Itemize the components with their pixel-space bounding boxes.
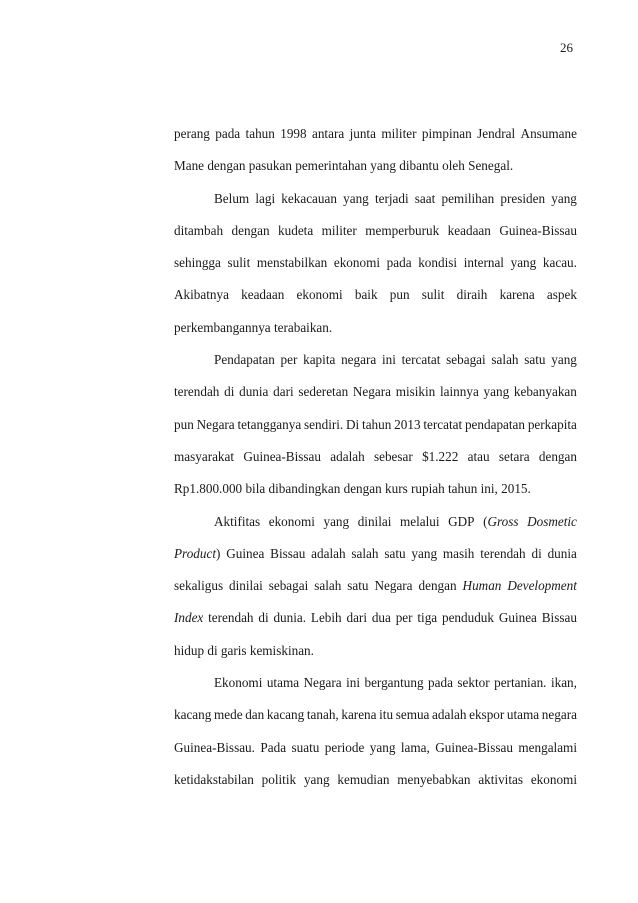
word: ekspor	[469, 707, 505, 723]
word: pun	[389, 287, 410, 303]
word: lama,	[400, 739, 430, 755]
word: pada	[386, 255, 412, 271]
word: Guinea-Bissau	[499, 222, 577, 238]
word: sulit	[227, 255, 251, 271]
word: rupiah	[411, 481, 445, 497]
word: 2015.	[501, 481, 531, 497]
word: mede	[213, 707, 243, 723]
word: bila	[245, 481, 266, 497]
word: adalah	[330, 448, 365, 464]
word: tanah,	[306, 707, 339, 723]
word: menyebabkan	[397, 771, 471, 787]
word: per	[395, 610, 413, 626]
word: di	[531, 545, 542, 561]
word: yang	[411, 545, 438, 561]
text-line	[174, 150, 577, 182]
word: militer	[321, 222, 357, 238]
word: tetangganya	[237, 416, 302, 432]
word: adalah	[311, 545, 346, 561]
word: kondisi	[418, 255, 458, 271]
word: pendapatan	[464, 416, 525, 432]
word: pemerintahan	[295, 158, 367, 174]
word: sebagai	[446, 352, 486, 368]
word: yang	[483, 384, 510, 400]
word: keadaan	[241, 287, 285, 303]
word: yang	[551, 190, 577, 206]
paragraph	[174, 344, 577, 505]
word: di	[224, 384, 235, 400]
word: sebagai	[268, 578, 309, 594]
word: negara	[341, 352, 377, 368]
word: kapita	[303, 352, 336, 368]
word: suatu	[291, 739, 320, 755]
word: ini	[346, 675, 360, 691]
word: Lebih	[310, 610, 342, 626]
word: Negara	[352, 384, 391, 400]
word: ekonomi	[268, 513, 315, 529]
word: yang	[551, 352, 577, 368]
word: semua	[395, 707, 430, 723]
word: $1.222	[422, 448, 459, 464]
word: pun	[174, 416, 194, 432]
word: sektor	[457, 675, 490, 691]
word: negara	[541, 707, 577, 723]
word: pemilihan	[441, 190, 495, 206]
word: tercatat	[401, 352, 441, 368]
word: di	[207, 642, 218, 658]
word: perkapita	[527, 416, 577, 432]
paragraph	[174, 506, 577, 667]
word: Guinea	[226, 545, 265, 561]
word: Aktifitas	[214, 513, 261, 529]
text-line	[174, 538, 577, 570]
paragraph	[174, 667, 577, 796]
word: menstabilkan	[256, 255, 328, 271]
word: sendiri.	[304, 416, 344, 432]
word: ikan,	[550, 675, 577, 691]
word: pada	[215, 126, 241, 141]
word: dan	[245, 707, 265, 723]
word: salah	[491, 352, 519, 368]
word: Guinea-Bissau	[243, 448, 321, 464]
word: dunia.	[273, 610, 307, 626]
word: Negara	[303, 675, 342, 691]
word: perang	[174, 126, 210, 141]
word: kurs	[385, 481, 408, 497]
word: adalah	[432, 707, 467, 723]
word: Development	[507, 578, 577, 594]
word: kacang	[266, 707, 305, 723]
word: bergantung	[364, 675, 424, 691]
word: dinilai	[229, 578, 263, 594]
word: salah	[314, 578, 342, 594]
text-line	[174, 699, 577, 731]
word: Rp1.800.000	[174, 481, 243, 497]
word: itu	[379, 707, 394, 723]
word: Belum	[214, 190, 250, 206]
word: kacang	[174, 707, 212, 723]
word: yang	[323, 513, 350, 529]
text-line	[174, 247, 577, 279]
word: masyarakat	[174, 448, 235, 464]
paragraph	[174, 183, 577, 344]
word: Senegal.	[468, 158, 514, 174]
word: dengan	[343, 481, 382, 497]
word: pimpinan	[421, 126, 472, 141]
word: sederetan	[298, 384, 349, 400]
page-number: 26	[560, 40, 573, 55]
word: memperburuk	[365, 222, 440, 238]
word: dengan	[538, 448, 577, 464]
word: utama	[266, 675, 300, 691]
word: misikin	[395, 384, 436, 400]
word: pertanian.	[494, 675, 547, 691]
word: Bissau	[541, 610, 577, 626]
word: dunia	[547, 545, 577, 561]
word: Negara	[196, 416, 235, 432]
word: salah	[351, 545, 379, 561]
word: atau	[467, 448, 490, 464]
word: baik	[354, 287, 378, 303]
word: saat	[414, 190, 436, 206]
word: (Gross	[483, 513, 519, 529]
text-line	[174, 570, 577, 602]
text-line	[174, 732, 577, 764]
word: dengan	[231, 222, 270, 238]
text-line	[174, 118, 577, 150]
word: melalui	[399, 513, 440, 529]
word: yang	[370, 158, 396, 174]
word: Human	[462, 578, 502, 594]
word: dengan	[207, 158, 246, 174]
word: sekaligus	[174, 578, 224, 594]
word: dua	[371, 610, 391, 626]
word: militer	[381, 126, 417, 141]
word: dinilai	[357, 513, 392, 529]
word: Pada	[260, 739, 287, 755]
word: Guinea	[498, 610, 537, 626]
word: satu	[347, 578, 369, 594]
word: terabaikan.	[273, 319, 333, 335]
text-line	[174, 667, 577, 699]
word: terendah	[174, 384, 220, 400]
word: sulit	[421, 287, 445, 303]
word: garis	[220, 642, 247, 658]
word: dibantu	[399, 158, 439, 174]
word: ketidakstabilan	[174, 771, 254, 787]
word: setara	[498, 448, 530, 464]
word: kekacauan	[281, 190, 337, 206]
word: per	[280, 352, 298, 368]
word: Dosmetic	[527, 513, 577, 529]
word: hidup	[174, 642, 205, 658]
word: junta	[349, 126, 376, 141]
word: perkembangannya	[174, 319, 271, 335]
word: sebesar	[373, 448, 413, 464]
text-line	[174, 764, 577, 796]
word: tahun	[448, 481, 478, 497]
word: pasukan	[248, 158, 292, 174]
word: Negara	[374, 578, 413, 594]
word: Product)	[174, 545, 221, 561]
text-line	[174, 602, 577, 634]
word: terendah	[480, 545, 526, 561]
word: ekonomi	[333, 255, 381, 271]
word: Di	[346, 416, 360, 432]
word: Pendapatan	[214, 352, 275, 368]
text-line	[174, 215, 577, 247]
word: Mane	[174, 158, 205, 174]
word: kudeta	[278, 222, 314, 238]
word: kebanyakan	[513, 384, 577, 400]
paragraph	[174, 118, 577, 183]
word: keadaan	[447, 222, 491, 238]
word: Guinea-Bissau.	[174, 739, 255, 755]
word: pada	[428, 675, 453, 691]
word: terendah	[208, 610, 254, 626]
word: kemudian	[337, 771, 390, 787]
word: sehingga	[174, 255, 221, 271]
word: dibandingkan	[268, 481, 341, 497]
word: presiden	[500, 190, 546, 206]
text-line	[174, 441, 577, 473]
word: aktivitas	[478, 771, 523, 787]
word: ditambah	[174, 222, 224, 238]
word: tahun	[245, 126, 275, 141]
word: lagi	[255, 190, 276, 206]
word: karena	[499, 287, 535, 303]
word: kemiskinan.	[249, 642, 314, 658]
word: terjadi	[374, 190, 409, 206]
text-line	[174, 344, 577, 376]
word: mengalami	[518, 739, 577, 755]
word: ini,	[480, 481, 498, 497]
word: 2013	[394, 416, 421, 432]
word: dari	[346, 610, 367, 626]
word: dengan	[418, 578, 457, 594]
text-line	[174, 376, 577, 408]
word: politik	[261, 771, 297, 787]
word: dunia	[239, 384, 269, 400]
word: lainnya	[439, 384, 479, 400]
word: ini	[381, 352, 396, 368]
word: 1998	[280, 126, 307, 141]
text-line	[174, 312, 577, 344]
text-line	[174, 183, 577, 215]
text-line	[174, 279, 577, 311]
word: oleh	[442, 158, 465, 174]
word: satu	[384, 545, 406, 561]
word: tiga	[417, 610, 438, 626]
word: karena	[341, 707, 377, 723]
text-line	[174, 506, 577, 538]
word: internal	[463, 255, 504, 271]
word: Guinea-Bissau	[435, 739, 513, 755]
word: Bissau	[270, 545, 306, 561]
word: Ansumane	[520, 126, 577, 141]
word: diraih	[456, 287, 488, 303]
word: antara	[311, 126, 345, 141]
text-line	[174, 473, 577, 505]
word: masih	[442, 545, 475, 561]
word: Ekonomi	[214, 675, 263, 691]
word: satu	[524, 352, 546, 368]
word: ekonomi	[296, 287, 343, 303]
word: penduduk	[441, 610, 494, 626]
word: Jendral	[477, 126, 516, 141]
document-body	[174, 118, 577, 796]
word: periode	[324, 739, 365, 755]
text-line	[174, 635, 577, 667]
word: Akibatnya	[174, 287, 229, 303]
word: utama	[506, 707, 540, 723]
word: tahun	[362, 416, 392, 432]
word: Index	[174, 610, 204, 626]
word: kacau.	[542, 255, 577, 271]
text-line	[174, 409, 577, 441]
word: aspek	[546, 287, 577, 303]
word: di	[258, 610, 269, 626]
word: tercatat	[423, 416, 463, 432]
word: dari	[273, 384, 294, 400]
word: yang	[510, 255, 537, 271]
word: GDP	[448, 513, 475, 529]
word: yang	[343, 190, 369, 206]
word: yang	[369, 739, 396, 755]
word: ekonomi	[530, 771, 577, 787]
word: yang	[303, 771, 330, 787]
